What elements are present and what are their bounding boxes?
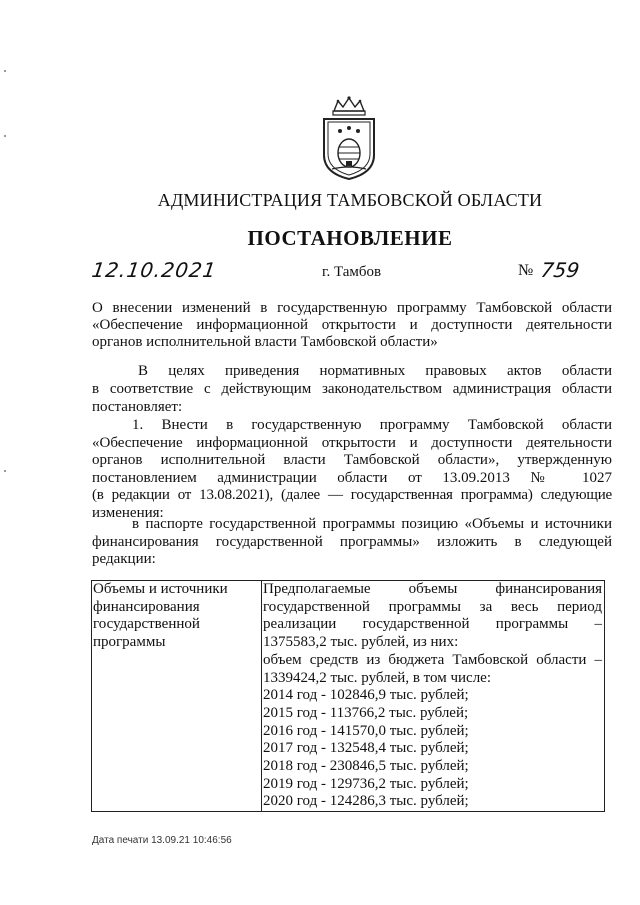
cell-line: 2020 год - 124286,3 тыс. рублей; (263, 793, 469, 810)
cell-line: государственной программы за весь период (263, 598, 602, 615)
passport-line: финансирования государственной программы» изложить в следующей (92, 533, 612, 550)
item-line: «Обеспечение информационной открытости и доступности деятельности (92, 434, 612, 451)
scan-mark (4, 135, 6, 137)
cell-line: объем средств из бюджета Тамбовской области – (263, 651, 602, 668)
item-1 (92, 417, 612, 522)
subject (92, 300, 612, 351)
cell-line: государственной (93, 616, 200, 633)
handwritten-number: 759 (539, 258, 581, 282)
preamble-line: В целях приведения нормативных правовых актов области (138, 363, 612, 379)
cell-line: 2015 год - 113766,2 тыс. рублей; (263, 704, 469, 721)
handwritten-date: 12.10.2021 (90, 258, 219, 282)
preamble-line: в соответствие с действующим законодательством администрация области (92, 381, 612, 397)
item-line: 1. Внести в государственную программу Тамбовской области (132, 417, 612, 433)
cell-line: Объемы и источники (93, 581, 228, 597)
subject-line: «Обеспечение информационной открытости и доступности деятельности (92, 317, 612, 333)
table-cell-position (92, 581, 262, 812)
document-type: ПОСТАНОВЛЕНИЕ (247, 226, 453, 250)
funding-table (91, 580, 605, 812)
print-date: Дата печати 13.09.21 10:46:56 (92, 835, 232, 846)
scan-mark (4, 70, 6, 72)
cell-line: 2016 год - 141570,0 тыс. рублей; (263, 722, 469, 739)
cell-line: 2019 год - 129736,2 тыс. рублей; (263, 775, 469, 792)
passport-instruction (92, 516, 612, 569)
item-line: изменения: (92, 504, 164, 521)
cell-line: Предполагаемые объемы финансирования (263, 581, 602, 597)
subject-line: О внесении изменений в государственную программу Тамбовской области (92, 300, 612, 316)
organization-title: АДМИНИСТРАЦИЯ ТАМБОВСКОЙ ОБЛАСТИ (157, 190, 543, 210)
tambov-coat-of-arms-icon (318, 95, 380, 181)
cell-line: 1339424,2 тыс. рублей, в том числе: (263, 669, 492, 686)
item-line: (в редакции от 13.08.2021), (далее — государственная программа) следующие (92, 487, 612, 503)
scan-mark (4, 470, 6, 472)
cell-line: 2014 год - 102846,9 тыс. рублей; (263, 687, 469, 704)
cell-line: реализации государственной программы – (263, 616, 602, 633)
item-line: постановлением администрации области от 13.09.2013 № 1027 (92, 469, 612, 486)
cell-line: 1375583,2 тыс. рублей, из них: (263, 634, 459, 651)
table-row (92, 581, 605, 812)
subject-line: органов исполнительной власти Тамбовской области» (92, 334, 438, 350)
cell-line: программы (93, 634, 166, 651)
cell-line: 2018 год - 230846,5 тыс. рублей; (263, 758, 469, 775)
passport-line: в паспорте государственной программы позицию «Объемы и источники (132, 516, 612, 532)
passport-line: редакции: (92, 551, 156, 567)
preamble-line: постановляет: (92, 399, 183, 415)
item-line: органов исполнительной власти Тамбовской области», утвержденную (92, 452, 612, 468)
cell-line: 2017 год - 132548,4 тыс. рублей; (263, 740, 469, 757)
preamble (92, 362, 612, 416)
cell-line: финансирования (93, 598, 200, 615)
number-label: № (518, 262, 534, 279)
city: г. Тамбов (322, 264, 382, 280)
table-cell-content (262, 581, 605, 812)
